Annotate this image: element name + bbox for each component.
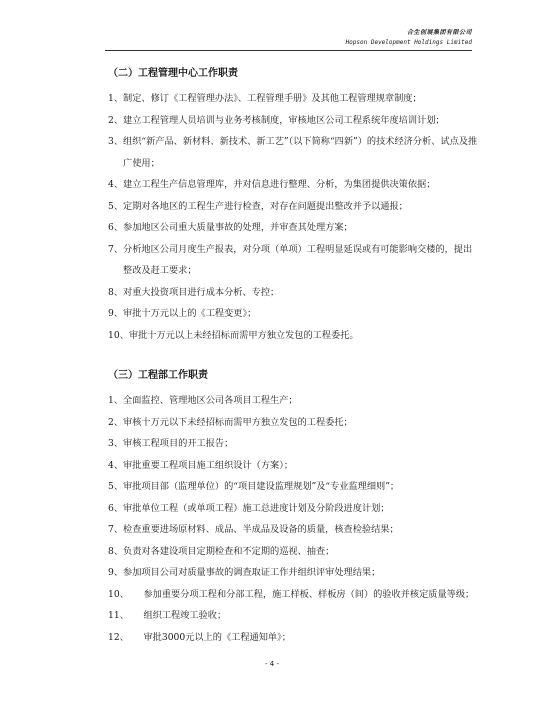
item-number: 1、: [108, 395, 124, 406]
section-3-title: （三）工程部工作职责: [108, 370, 208, 381]
item-number: 6、: [108, 222, 124, 233]
list-item: [108, 627, 478, 649]
item-number: 2、: [108, 114, 124, 126]
item-number: 4、: [108, 459, 124, 471]
header-company-cn: 合生创展集团有限公司: [406, 29, 472, 36]
list-item: [108, 390, 478, 412]
list-item: [108, 239, 478, 282]
item-text: 审核工程项目的开工报告；: [123, 438, 234, 449]
item-number: 11、: [108, 610, 144, 621]
list-item: [108, 498, 478, 520]
item-text: 定期对各地区的工程生产进行检查，对存在问题提出整改并予以通报；: [123, 200, 408, 212]
list-item: [108, 88, 478, 110]
item-text: 组织“新产品、新材料、新技术、新工艺”（以下简称“四新”）的技术经济分析、试点及推广使用；: [123, 136, 478, 169]
item-number: 1、: [108, 93, 124, 104]
item-text: 参加项目公司对质量事故的调查取证工作并组织评审处理结果；: [123, 567, 381, 578]
list-item: [108, 541, 478, 563]
page-header: [105, 28, 472, 48]
item-number: 3、: [108, 136, 124, 147]
header-company-en: Hopson Development Holdings Limited: [345, 39, 472, 46]
list-item: [108, 519, 478, 541]
section-gap: [108, 346, 478, 364]
item-text: 参加地区公司重大质量事故的处理，并审查其处理方案；: [123, 222, 353, 233]
item-number: 9、: [108, 567, 124, 578]
header-divider: [105, 50, 472, 51]
item-number: 3、: [108, 438, 124, 449]
list-item: [108, 174, 478, 196]
item-text: 制定、修订《工程管理办法》、工程管理手册》及其他工程管理规章制度；: [123, 93, 422, 104]
item-text: 审批项目部（监理单位）的“项目建设监理规划”及“专业监理细则”；: [123, 481, 400, 492]
list-item: [108, 110, 478, 132]
list-item: [108, 325, 478, 347]
item-text: 审批十万元以上的《工程变更》；: [123, 308, 257, 319]
document-body: [108, 62, 478, 648]
item-number: 10、: [108, 588, 144, 600]
list-item: [108, 433, 478, 455]
item-text: 审批十万元以上未经招标而需甲方独立发包的工程委托。: [128, 329, 359, 341]
section-2-title: （二）工程管理中心工作职责: [108, 68, 238, 79]
item-text: 审核十万元以下未经招标而需甲方独立发包的工程委托；: [123, 416, 353, 428]
item-text: 参加重要分项工程和分部工程，施工样板、样板房（间）的验收并核定质量等级；: [143, 588, 475, 600]
item-number: 9、: [108, 308, 124, 319]
item-number: 4、: [108, 179, 124, 190]
item-number: 12、: [108, 631, 144, 643]
item-text: 审批单位工程（或单项工程）施工总进度计划及分阶段进度计划；: [123, 502, 390, 514]
list-item: [108, 282, 478, 304]
item-number: 8、: [108, 286, 124, 298]
item-text: 全面监控、管理地区公司各项目工程生产；: [123, 395, 298, 406]
list-item: [108, 412, 478, 434]
item-number: 5、: [108, 481, 124, 492]
list-item: [108, 196, 478, 218]
list-item: [108, 562, 478, 584]
item-number: 8、: [108, 545, 124, 557]
page-number: - 4 -: [265, 660, 279, 668]
list-item: [108, 605, 478, 627]
item-text: 审批重要工程项目施工组织设计（方案）；: [123, 459, 294, 471]
item-text: 审批3000元以上的《工程通知单》；: [143, 631, 291, 643]
list-item: [108, 217, 478, 239]
section-2-list: [108, 88, 478, 346]
item-text: 负责对各建设项目定期检查和不定期的巡视、抽查；: [123, 545, 335, 557]
item-number: 7、: [108, 243, 124, 255]
item-text: 建立工程管理人员培训与业务考核制度，审核地区公司工程系统年度培训计划；: [123, 114, 445, 126]
list-item: [108, 455, 478, 477]
list-item: [108, 476, 478, 498]
item-text: 分析地区公司月度生产报表，对分项（单项）工程明显延误或有可能影响交楼的，提出整改及赶工要求；: [123, 243, 473, 276]
item-number: 6、: [108, 502, 124, 514]
item-number: 7、: [108, 524, 124, 535]
list-item: [108, 131, 478, 174]
item-number: 5、: [108, 200, 124, 212]
item-text: 检查重要进场原材料、成品、半成品及设备的质量，核查检验结果；: [123, 524, 399, 535]
list-item: [108, 584, 478, 606]
item-text: 组织工程竣工验收；: [143, 610, 227, 621]
item-number: 10、: [108, 329, 129, 341]
item-text: 对重大投资项目进行成本分析、专控；: [123, 286, 280, 298]
section-3-list: [108, 390, 478, 648]
item-number: 2、: [108, 416, 124, 428]
list-item: [108, 303, 478, 325]
item-text: 建立工程生产信息管理库，并对信息进行整理、分析，为集团提供决策依据；: [123, 179, 436, 190]
